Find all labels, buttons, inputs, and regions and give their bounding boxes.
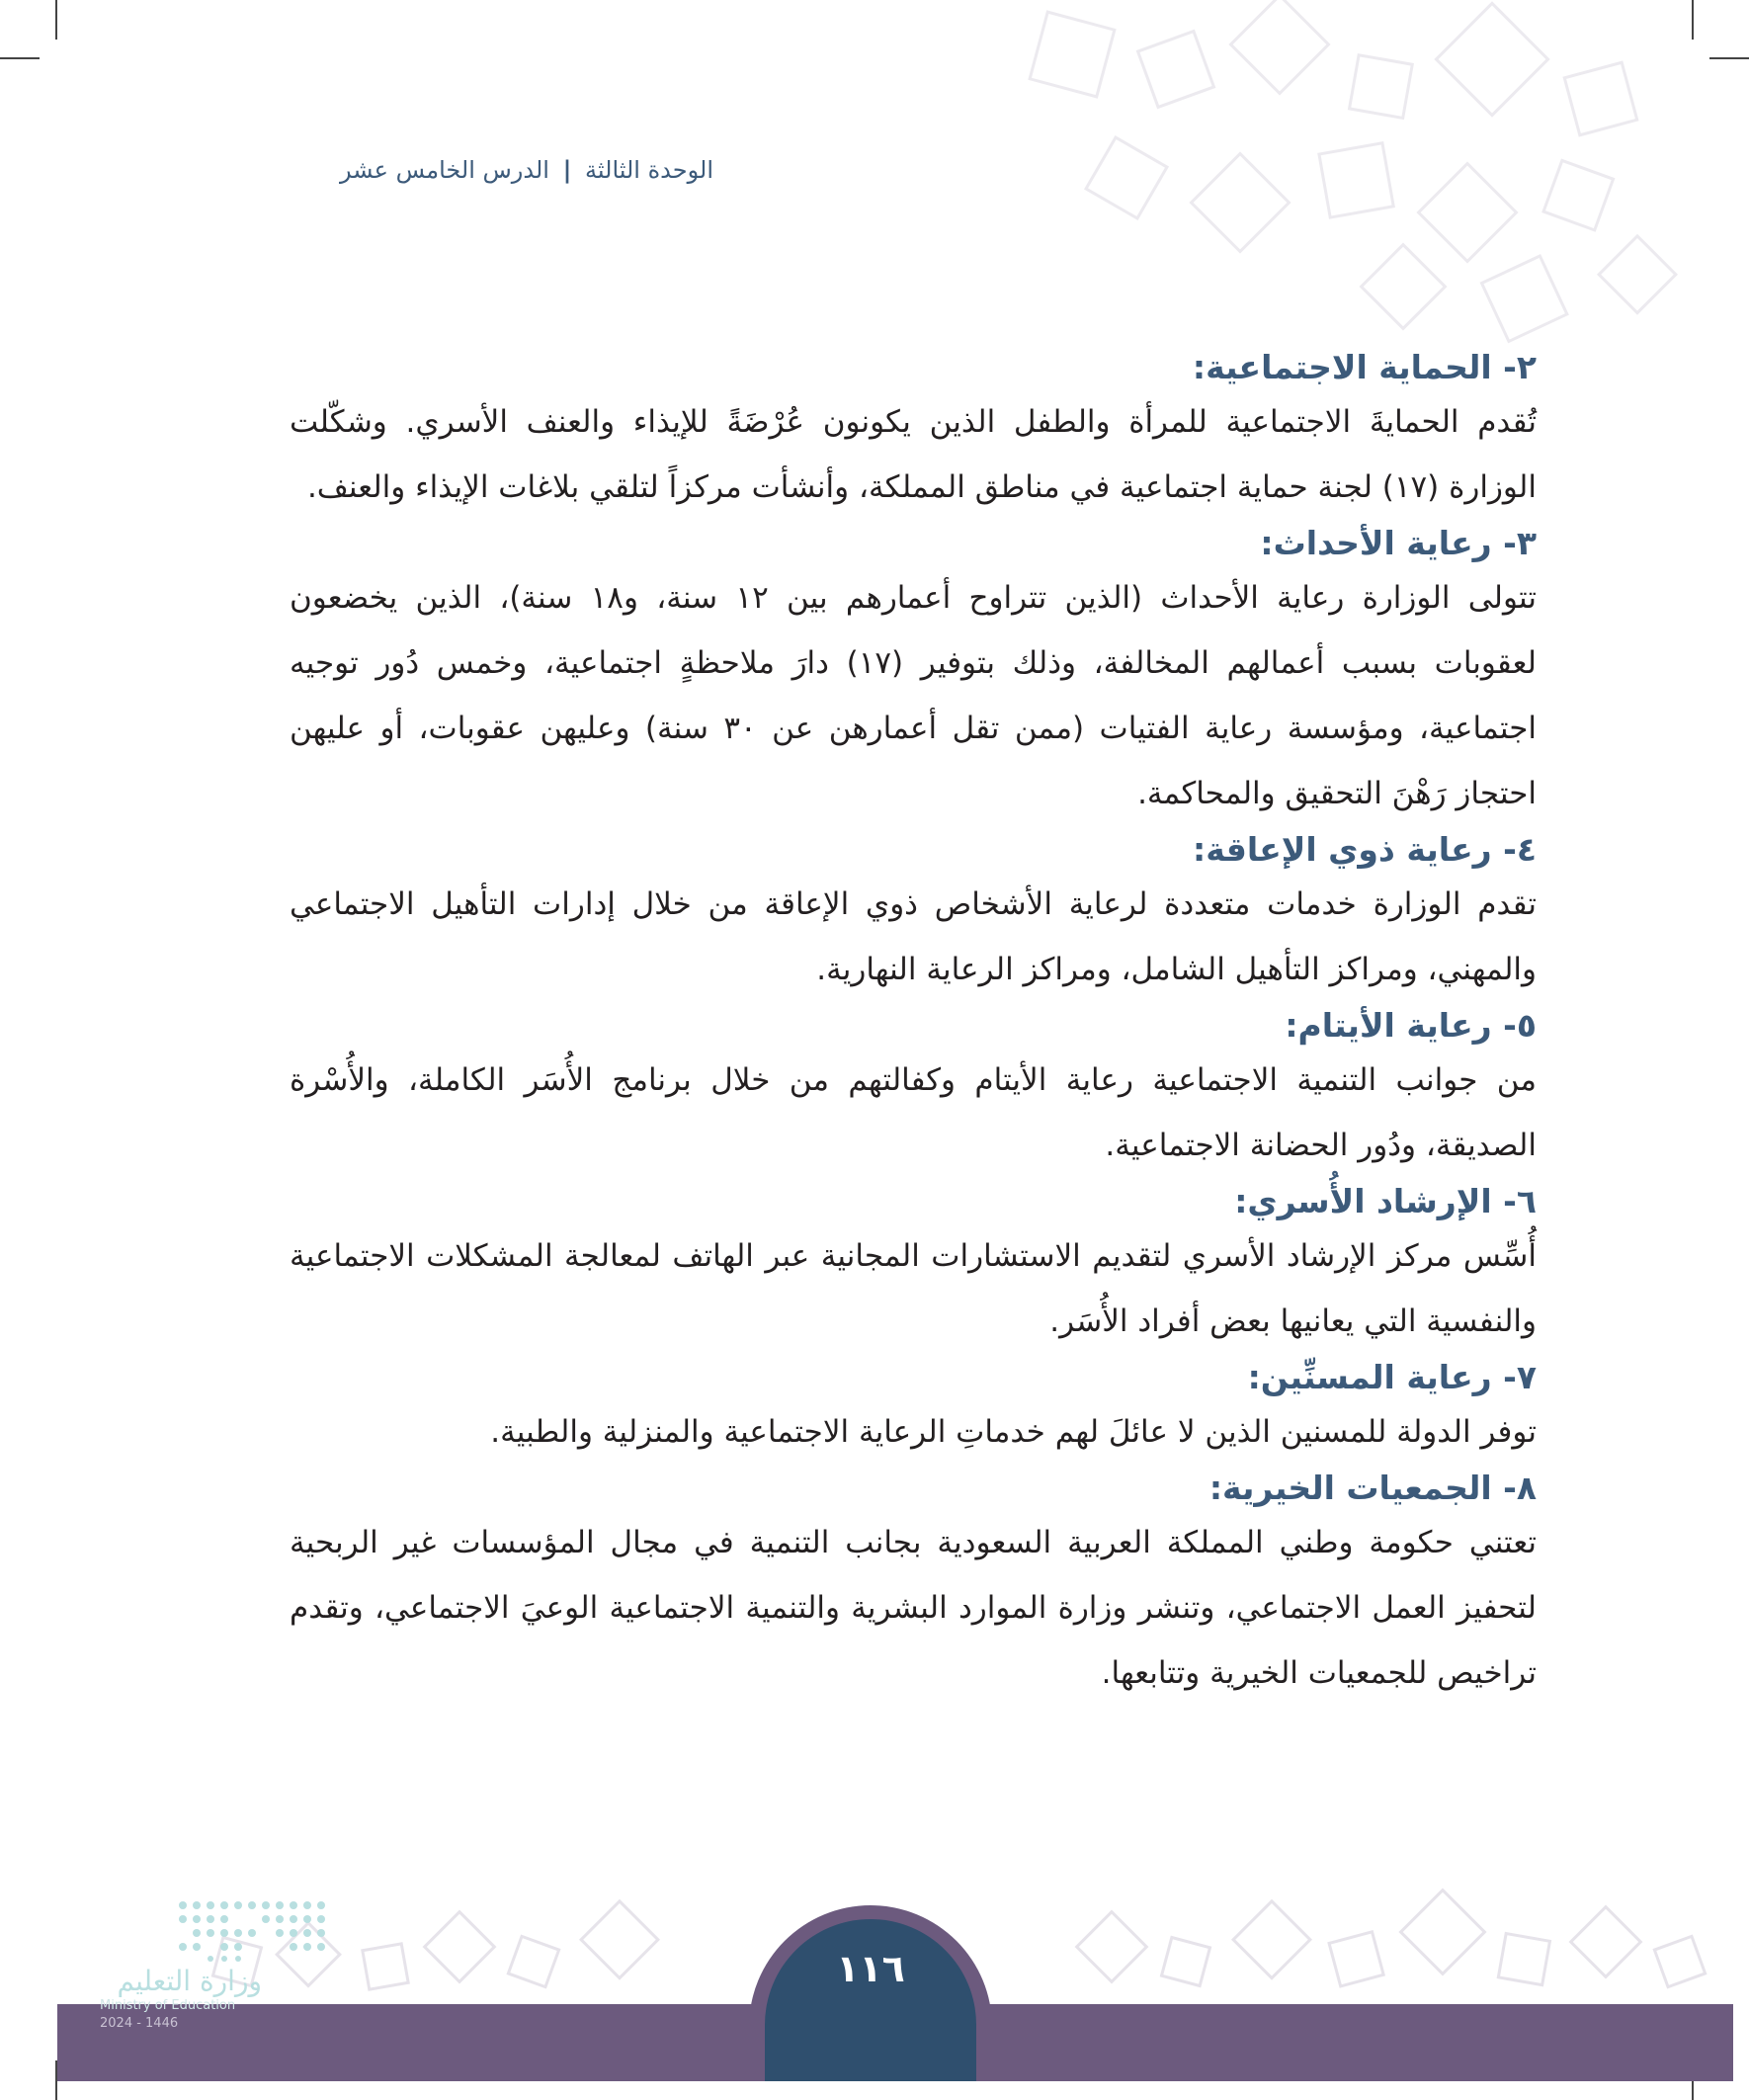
crop-mark [1692, 0, 1694, 40]
section-body: تقدم الوزارة خدمات متعددة لرعاية الأشخاص ذوي الإعاقة من خلال إدارات التأهيل الاجتماعي والمهني، ومراكز التأهيل الشامل، ومراكز الرعاية النهارية. [290, 886, 1537, 987]
section-family-counseling [290, 1180, 1537, 1354]
decorative-pattern-top [998, 0, 1690, 356]
edition-year: 2024 - 1446 [100, 2016, 179, 2031]
running-header [340, 156, 713, 184]
section-body: أُسِّس مركز الإرشاد الأسري لتقديم الاستشارات المجانية عبر الهاتف لمعالجة المشكلات الاجتماعية والنفسية التي يعانيها بعض أفراد الأُسَر. [290, 1238, 1537, 1339]
section-elderly-care [290, 1356, 1537, 1465]
section-heading: ٧- رعاية المسنِّين: [1247, 1358, 1537, 1396]
unit-title: الوحدة الثالثة [585, 156, 713, 184]
ministry-name: وزارة التعليم [117, 1965, 262, 1997]
lesson-content [290, 346, 1537, 1708]
section-orphan-care [290, 1004, 1537, 1178]
section-heading: ٢- الحماية الاجتماعية: [1192, 348, 1537, 386]
section-social-protection [290, 346, 1537, 520]
logo-dots-icon [173, 1895, 331, 1965]
lesson-title: الدرس الخامس عشر [340, 156, 549, 184]
section-body: تعتني حكومة وطني المملكة العربية السعودية بجانب التنمية في مجال المؤسسات غير الربحية لتحفيز العمل الاجتماعي، وتنشر وزارة الموارد البشرية والتنمية الاجتماعية الوعيَ الاجتماعي، وتقدم تراخيص للجمعيات الخيرية وتتابعها. [290, 1525, 1537, 1691]
section-heading: ٥- رعاية الأيتام: [1285, 1006, 1537, 1045]
section-heading: ٣- رعاية الأحداث: [1260, 524, 1537, 562]
ministry-name-english: Ministry of Education [100, 1998, 236, 2013]
section-body: تُقدم الحمايةَ الاجتماعية للمرأة والطفل الذين يكونون عُرْضَةً للإيذاء والعنف الأسري. وشكّلت الوزارة (١٧) لجنة حماية اجتماعية في مناطق المملكة، وأنشأت مركزاً لتلقي بلاغات الإيذاء والعنف. [290, 404, 1537, 505]
section-heading: ٨- الجمعيات الخيرية: [1208, 1469, 1537, 1507]
section-body: تتولى الوزارة رعاية الأحداث (الذين تتراوح أعمارهم بين ١٢ سنة، و١٨ سنة)، الذين يخضعون لعقوبات بسبب أعمالهم المخالفة، وذلك بتوفير (١٧) دارَ ملاحظةٍ اجتماعية، وخمس دُور توجيه اجتماعية، ومؤسسة رعاية الفتيات (ممن تقل أعمارهن عن ٣٠ سنة) وعليهن عقوبات، أو عليهن احتجاز رَهْنَ التحقيق والمحاكمة. [290, 580, 1537, 811]
section-disability-care [290, 828, 1537, 1002]
section-heading: ٦- الإرشاد الأُسري: [1234, 1182, 1537, 1220]
crop-mark [55, 0, 57, 40]
section-body: من جوانب التنمية الاجتماعية رعاية الأيتام وكفالتهم من خلال برنامج الأُسَر الكاملة، والأُسْرة الصديقة، ودُور الحضانة الاجتماعية. [290, 1062, 1537, 1163]
section-body: توفر الدولة للمسنين الذين لا عائلَ لهم خدماتِ الرعاية الاجتماعية والمنزلية والطبية. [490, 1414, 1537, 1450]
section-juvenile-care [290, 522, 1537, 826]
ministry-logo [94, 1895, 331, 2044]
header-separator: | [562, 156, 572, 184]
section-heading: ٤- رعاية ذوي الإعاقة: [1193, 830, 1537, 869]
page-number: ١١٦ [836, 1947, 905, 1990]
crop-mark [1709, 57, 1749, 59]
crop-mark [0, 57, 40, 59]
section-charities [290, 1467, 1537, 1706]
